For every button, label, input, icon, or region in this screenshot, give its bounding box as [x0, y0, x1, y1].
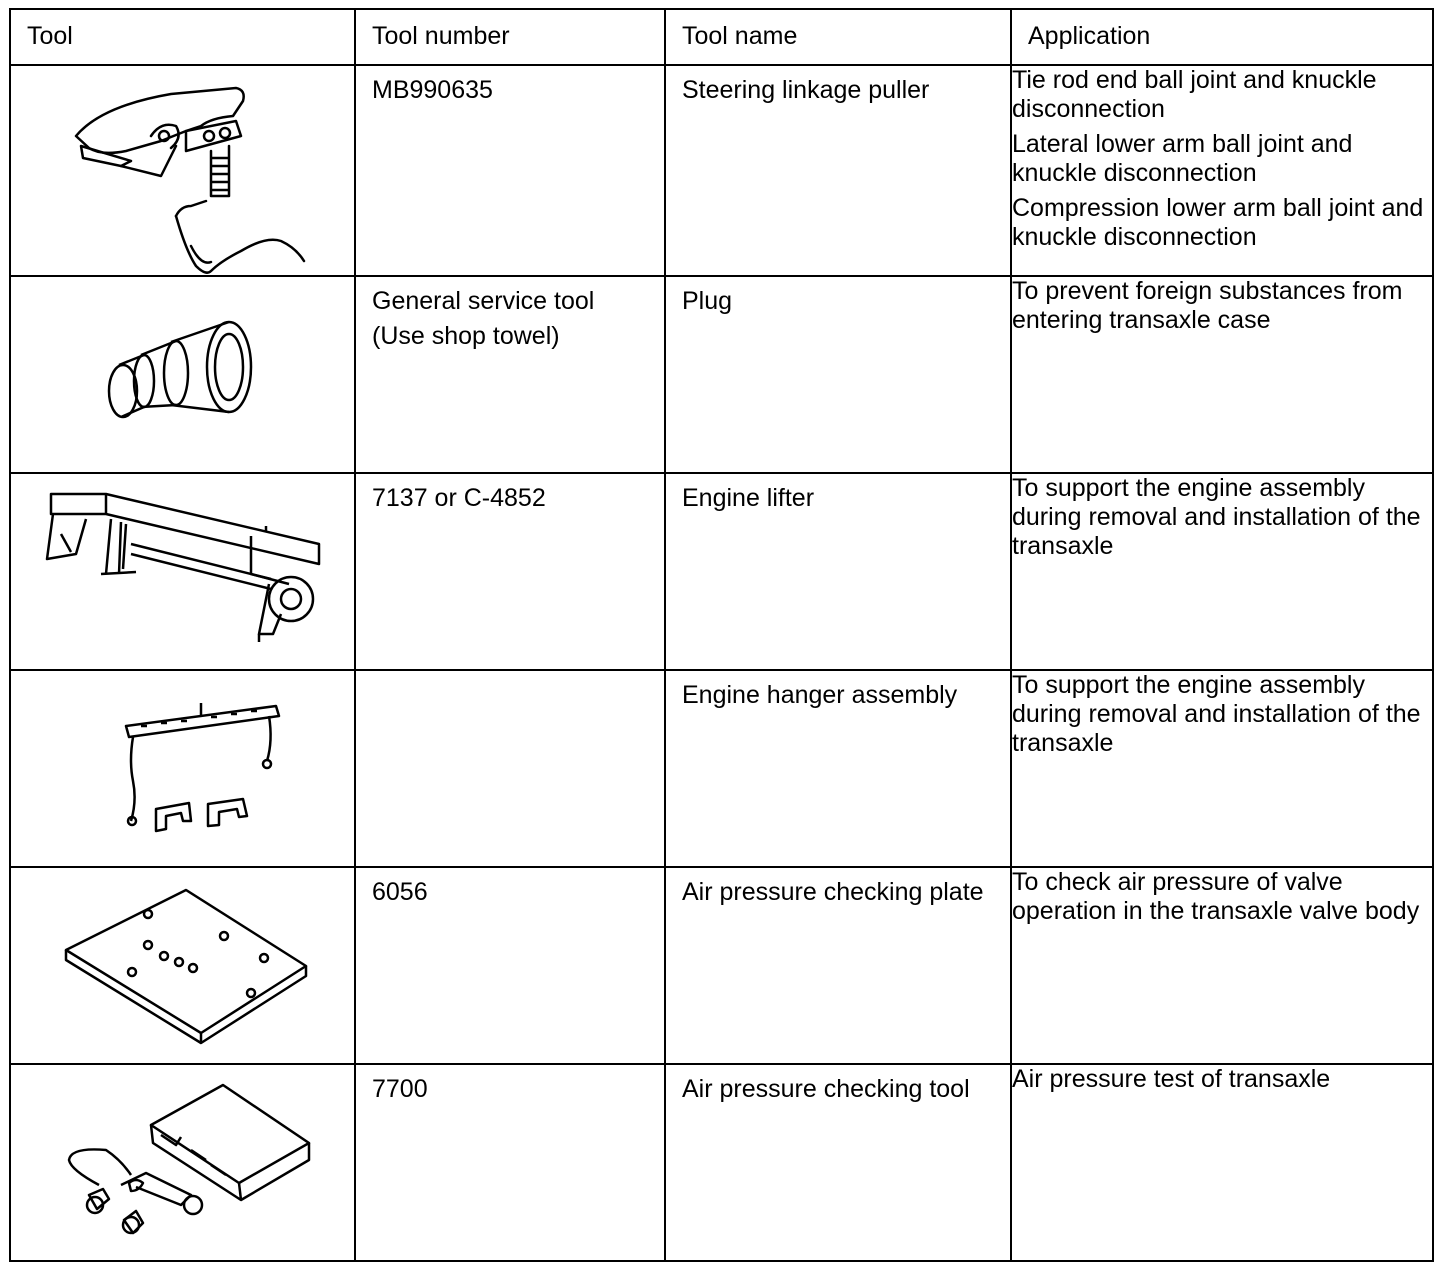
table-row	[10, 473, 1433, 670]
application-cell	[1011, 276, 1433, 473]
tool-image-cell	[10, 867, 355, 1064]
application-cell	[1011, 473, 1433, 670]
tool-number: MB990635	[372, 76, 493, 104]
tool-number: 7137 or C-4852	[372, 484, 546, 512]
tool-number-cell	[355, 867, 665, 1064]
plug-icon	[11, 277, 356, 474]
tool-number: General service tool	[372, 287, 595, 315]
tool-name: Engine lifter	[682, 484, 815, 512]
tool-name-cell	[665, 1064, 1011, 1261]
application-line: Tie rod end ball joint and knuckle disconnection	[1012, 66, 1377, 123]
application-line: Compression lower arm ball joint and knuckle disconnection	[1012, 194, 1424, 251]
steering-linkage-puller-icon	[11, 66, 356, 277]
header-application: Application	[1011, 9, 1433, 65]
tool-number-note: (Use shop towel)	[372, 322, 560, 350]
application-line: To check air pressure of valve operation in the transaxle valve body	[1012, 868, 1420, 925]
tool-name: Plug	[682, 287, 733, 315]
application-cell	[1011, 670, 1433, 867]
tool-name-cell	[665, 867, 1011, 1064]
tool-name-cell	[665, 670, 1011, 867]
application-cell	[1011, 1064, 1433, 1261]
table-row	[10, 1064, 1433, 1261]
table-row	[10, 276, 1433, 473]
tool-image-cell	[10, 670, 355, 867]
tool-number: 6056	[372, 878, 428, 906]
application-line: Air pressure test of transaxle	[1012, 1065, 1331, 1093]
tool-name: Air pressure checking plate	[682, 878, 984, 906]
header-tool: Tool	[10, 9, 355, 65]
header-row	[10, 9, 1433, 65]
engine-hanger-icon	[11, 671, 356, 868]
tool-image-cell	[10, 473, 355, 670]
tool-number-cell	[355, 276, 665, 473]
tool-image-cell	[10, 65, 355, 276]
table-row	[10, 65, 1433, 276]
tool-number	[356, 671, 664, 681]
application-cell	[1011, 65, 1433, 276]
application-cell	[1011, 867, 1433, 1064]
tool-number-cell	[355, 1064, 665, 1261]
application-line: To prevent foreign substances from entering transaxle case	[1012, 277, 1403, 334]
air-pressure-tool-icon	[11, 1065, 356, 1262]
table-row	[10, 867, 1433, 1064]
special-tools-table	[9, 8, 1434, 1262]
application-line: To support the engine assembly during removal and installation of the transaxle	[1012, 474, 1421, 560]
tool-number: 7700	[372, 1075, 428, 1103]
air-pressure-plate-icon	[11, 868, 356, 1065]
tool-name-cell	[665, 276, 1011, 473]
tool-name: Engine hanger assembly	[682, 681, 958, 709]
tool-name-cell	[665, 473, 1011, 670]
tool-image-cell	[10, 276, 355, 473]
tool-number-cell	[355, 670, 665, 867]
application-line: To support the engine assembly during removal and installation of the transaxle	[1012, 671, 1421, 757]
tool-name-cell	[665, 65, 1011, 276]
tool-number-cell	[355, 65, 665, 276]
tool-name: Air pressure checking tool	[682, 1075, 970, 1103]
header-tool-number: Tool number	[355, 9, 665, 65]
header-tool-name: Tool name	[665, 9, 1011, 65]
tool-image-cell	[10, 1064, 355, 1261]
tool-name: Steering linkage puller	[682, 76, 930, 104]
table-row	[10, 670, 1433, 867]
engine-lifter-icon	[11, 474, 356, 671]
tool-number-cell	[355, 473, 665, 670]
application-line: Lateral lower arm ball joint and knuckle disconnection	[1012, 130, 1353, 187]
